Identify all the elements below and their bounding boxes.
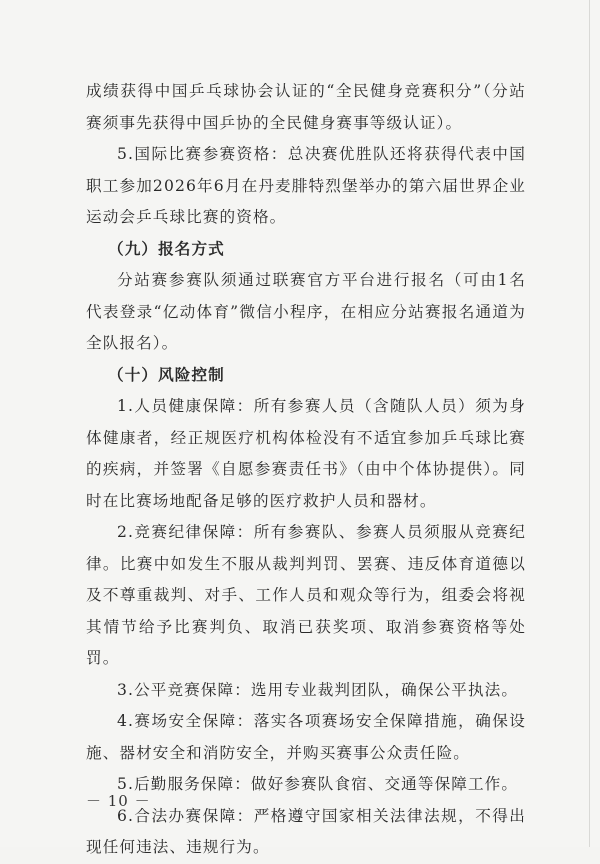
paragraph-points-certification: 成绩获得中国乒乓球协会认证的“全民健身竞赛积分”（分站赛须事先获得中国乒协的全民健身赛事等级认证）。 [86, 82, 526, 132]
paragraph-logistics-guarantee: 5.后勤服务保障：做好参赛队食宿、交通等保障工作。 [117, 775, 519, 793]
page-number: － 10 － [86, 792, 151, 810]
paragraph-legal-guarantee: 6.合法办赛保障：严格遵守国家相关法律法规，不得出现任何违法、违规行为。 [86, 806, 526, 856]
paragraph-venue-safety-guarantee: 4.赛场安全保障：落实各项赛场安全保障措施，确保设施、器材安全和消防安全，并购买赛事公众责任险。 [86, 712, 526, 762]
paragraph-fair-play-guarantee: 3.公平竞赛保障：选用专业裁判团队，确保公平执法。 [117, 680, 519, 699]
heading-registration-method: （九）报名方式 [108, 239, 225, 258]
scan-edge-line [589, 0, 590, 847]
heading-risk-control: （十）风险控制 [108, 365, 225, 384]
paragraph-registration: 分站赛参赛队须通过联赛官方平台进行报名（可由1名代表登录“亿动体育”微信小程序，在相应分站赛报名通道为全队报名）。 [86, 271, 526, 352]
document-body [86, 76, 526, 864]
paragraph-health-guarantee: 1.人员健康保障：所有参赛人员（含随队人员）须为身体健康者，经正规医疗机构体检没有不适宜参加乒乓球比赛的疾病，并签署《自愿参赛责任书》（由中个体协提供）。同时在比赛场地配备足够的医疗救护人员和器材。 [86, 397, 526, 510]
paragraph-discipline-guarantee: 2.竞赛纪律保障：所有参赛队、参赛人员须服从竞赛纪律。比赛中如发生不服从裁判判罚、罢赛、违反体育道德以及不尊重裁判、对手、工作人员和观众等行为，组委会将视其情节给予比赛判负、取消已获奖项、取消参赛资格等处罚。 [86, 523, 526, 667]
paragraph-international-qualification: 5.国际比赛参赛资格：总决赛优胜队还将获得代表中国职工参加2026年6月在丹麦腓特烈堡举办的第六届世界企业运动会乒乓球比赛的资格。 [86, 145, 526, 226]
